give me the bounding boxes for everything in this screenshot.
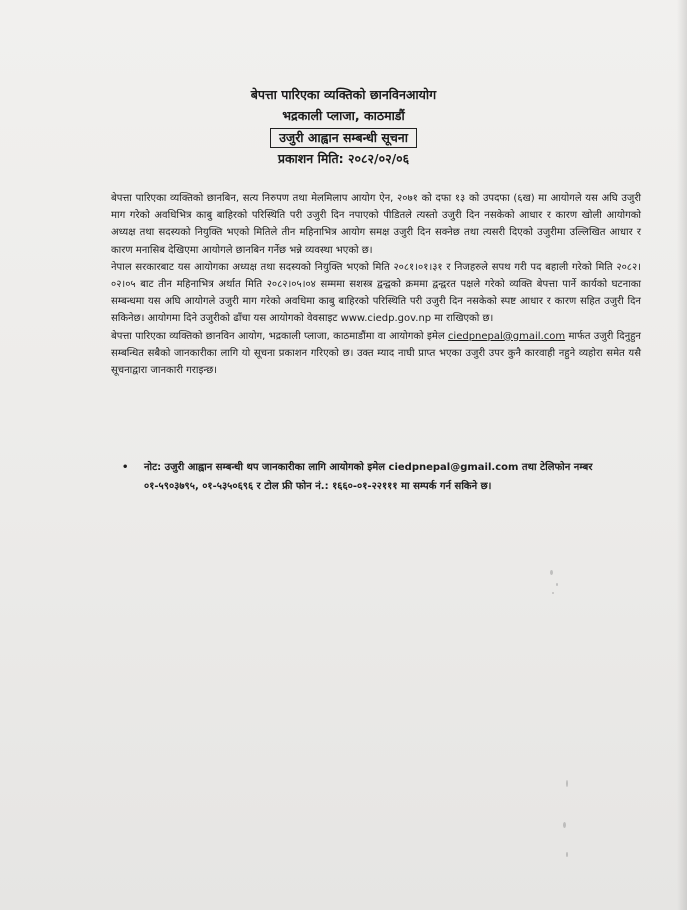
scan-speck — [552, 592, 554, 594]
email-link[interactable]: ciedpnepal@gmail.com — [447, 330, 566, 342]
contact-note — [122, 458, 642, 496]
paragraph-3-rest: मार्फत उजुरी दिनुहुन सम्बन्धित सबैको जानकारीका लागि यो सूचना प्रकाशन गरिएको छ। उक्त म्याद नाघी प्राप्त भएका उजुरी उपर कुनै कारवाही नहुने व्यहोरा समेत यसै सूचनाद्वारा जानकारी गराइन्छ। — [111, 330, 641, 377]
scan-speck — [556, 583, 558, 586]
notice-label: उजुरी आह्वान सम्बन्धी सूचना — [270, 128, 417, 148]
notice-header — [0, 84, 687, 169]
publication-date: प्रकाशन मिति: २०८२/०२/०६ — [277, 151, 410, 166]
scan-speck — [563, 822, 566, 828]
scan-speck — [550, 570, 553, 575]
notice-label-wrapper — [0, 126, 687, 148]
body-paragraph-3 — [111, 328, 641, 380]
bullet-icon: • — [122, 462, 129, 473]
commission-title: बेपत्ता पारिएका व्यक्तिको छानविनआयोग — [250, 87, 437, 102]
body-paragraph-1: बेपत्ता पारिएका व्यक्तिको छानबिन, सत्य निरुपण तथा मेलमिलाप आयोग ऐन, २०७१ को दफा १३ को उपदफा (६ख) मा आयोगले यस अघि उजुरी माग गरेको अवधिभित्र काबु बाहिरको परिस्थिति परी उजुरी दिन नपाएको पीडितले त्यस्तो उजुरी दिन नसकेको आधार र कारण खोली आयोगको अध्यक्ष तथा सदस्यको नियुक्ति भएको मितिले तीन महिनाभित्र आयोग समक्ष उजुरी दिन सक्नेछ तथा त्यसरी दिएको उजुरीमा उल्लिखित आधार र कारण मनासिब देखिएमा आयोगले छानबिन गर्नेछ भन्ने व्यवस्था भएको छ। — [111, 193, 641, 256]
paragraph-3-intro: बेपत्ता पारिएका व्यक्तिको छानविन आयोग, भद्रकाली प्लाजा, काठमाडौंमा वा आयोगको इमेल — [111, 330, 445, 342]
scan-speck — [566, 852, 568, 857]
notice-body — [111, 190, 641, 379]
scan-speck — [566, 780, 568, 787]
body-paragraph-2: नेपाल सरकारबाट यस आयोगका अध्यक्ष तथा सदस्यको नियुक्ति भएको मिति २०८१।०१।३१ र निजहरुले सपथ गरी पद बहाली गरेको मिति २०८२।०२।०५ बाट तीन महिनाभित्र अर्थात मिति २०८२।०५।०४ सम्ममा सशस्त्र द्वन्द्वको क्रममा द्वन्द्वरत पक्षले गरेको व्यक्ति बेपत्ता पार्ने कार्यको घटनाका सम्बन्धमा यस अघि आयोगले उजुरी माग गरेको अवधिमा काबु बाहिरको परिस्थिति परी उजुरी दिन नसकेको स्पष्ट आधार र कारण सहित उजुरी दिन सकिनेछ। आयोगमा दिने उजुरीको ढाँचा यस आयोगको वेवसाइट www.ciedp.gov.np मा राखिएको छ। — [111, 261, 641, 325]
commission-address: भद्रकाली प्लाजा, काठमाडौं — [282, 108, 405, 123]
note-text: नोट: उजुरी आह्वान सम्बन्धी थप जानकारीका लागि आयोगको इमेल ciedpnepal@gmail.com तथा टेलिफोन नम्बर ०१-५९०३७९५, ०१-५३५०६९६ र टोल फ्री फोन नं.: १६६०-०१-२२१११ मा सम्पर्क गर्न सकिने छ। — [144, 462, 593, 492]
